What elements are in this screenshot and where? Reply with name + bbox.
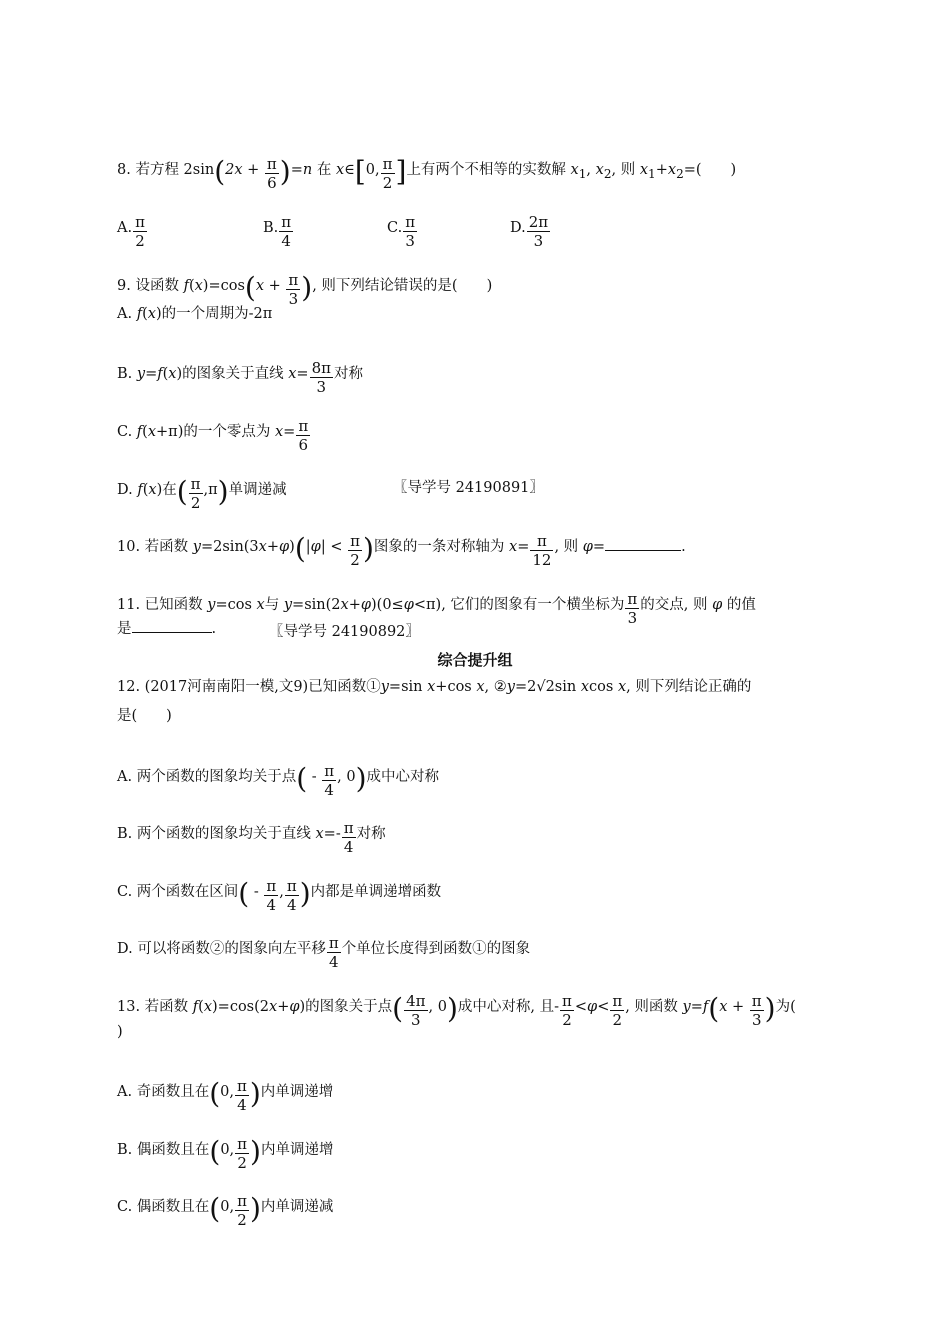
- question-13-line-2: ): [117, 1024, 123, 1040]
- q13-option-a: A. 奇函数且在(0, $\frac{\pi}{4}$ )内单调递增: [117, 1077, 334, 1114]
- question-8: 8. 若方程 2sin(2x + $\frac{\pi}{6}$ )=n 在 x∈[0, $\frac{\pi}{2}$ ]上有两个不相等的实数解 $x_1$, $x_2$, 则 $x_1+x_2=$( ): [117, 155, 737, 192]
- q8-option-a: A. $\frac{\pi}{2}$: [117, 213, 145, 250]
- q9-option-c: C. f(x+π)的一个零点为 x= $\frac{\pi}{6}$: [117, 417, 309, 454]
- q12-option-d: D. 可以将函数②的图象向左平移 $\frac{\pi}{4}$ 个单位长度得到函数①的图象: [117, 934, 531, 971]
- question-12-line-1: 12. (2017河南南阳一模,文9)已知函数①y=sin x+cos x, ②y=2√2sin xcos x, 则下列结论正确的: [117, 679, 752, 695]
- q8-option-d: D. $\frac{2\pi}{3}$: [510, 213, 549, 250]
- question-10: 10. 若函数 y=2sin(3x+φ)(|φ| < $\frac{\pi}{2}$ )图象的一条对称轴为 x= $\frac{\pi}{12}$ , 则 φ= .: [117, 532, 686, 569]
- q12-option-c: C. 两个函数在区间( - $\frac{\pi}{4}$ , $\frac{\pi}{4}$ )内都是单调递增函数: [117, 877, 442, 914]
- q12-option-a: A. 两个函数的图象均关于点( - $\frac{\pi}{4}$ , 0)成中心对称: [117, 762, 440, 799]
- section-heading: 综合提升组: [437, 651, 513, 669]
- question-11-line-1: 11. 已知函数 y=cos x与 y=sin(2x+φ)(0≤φ<π), 它们的图象有一个横坐标为 $\frac{\pi}{3}$ 的交点, 则 φ 的值: [117, 590, 756, 627]
- question-9: 9. 设函数 f(x)=cos(x + $\frac{\pi}{3}$ ), 则下列结论错误的是( ): [117, 271, 493, 308]
- q9-option-b: B. y=f(x)的图象关于直线 x= $\frac{8\pi}{3}$ 对称: [117, 359, 363, 396]
- q11-reference-number: 〖导学号 24190892〗: [269, 624, 420, 640]
- q13-option-b: B. 偶函数且在(0, $\frac{\pi}{2}$ )内单调递增: [117, 1135, 334, 1172]
- q13-option-c: C. 偶函数且在(0, $\frac{\pi}{2}$ )内单调递减: [117, 1192, 334, 1229]
- question-11-line-2: 是 .: [117, 621, 217, 637]
- q9-reference-number: 〖导学号 24190891〗: [393, 480, 544, 496]
- q8-option-c: C. $\frac{\pi}{3}$: [387, 213, 416, 250]
- q9-option-d: D. f(x)在( $\frac{\pi}{2}$ ,π)单调递减: [117, 475, 287, 512]
- question-13-line-1: 13. 若函数 f(x)=cos(2x+φ)的图象关于点( $\frac{4\pi}{3}$ , 0)成中心对称, 且- $\frac{\pi}{2}$ <φ< $\frac{\pi}{2}$ , 则函数 y=f(x + $\frac{\pi}{3}$ )为(: [117, 992, 796, 1029]
- question-12-line-2: 是( ): [117, 708, 172, 724]
- q12-option-b: B. 两个函数的图象均关于直线 x=- $\frac{\pi}{4}$ 对称: [117, 819, 386, 856]
- q8-option-b: B. $\frac{\pi}{4}$: [263, 213, 292, 250]
- q9-option-a: A. f(x)的一个周期为-2π: [117, 306, 273, 322]
